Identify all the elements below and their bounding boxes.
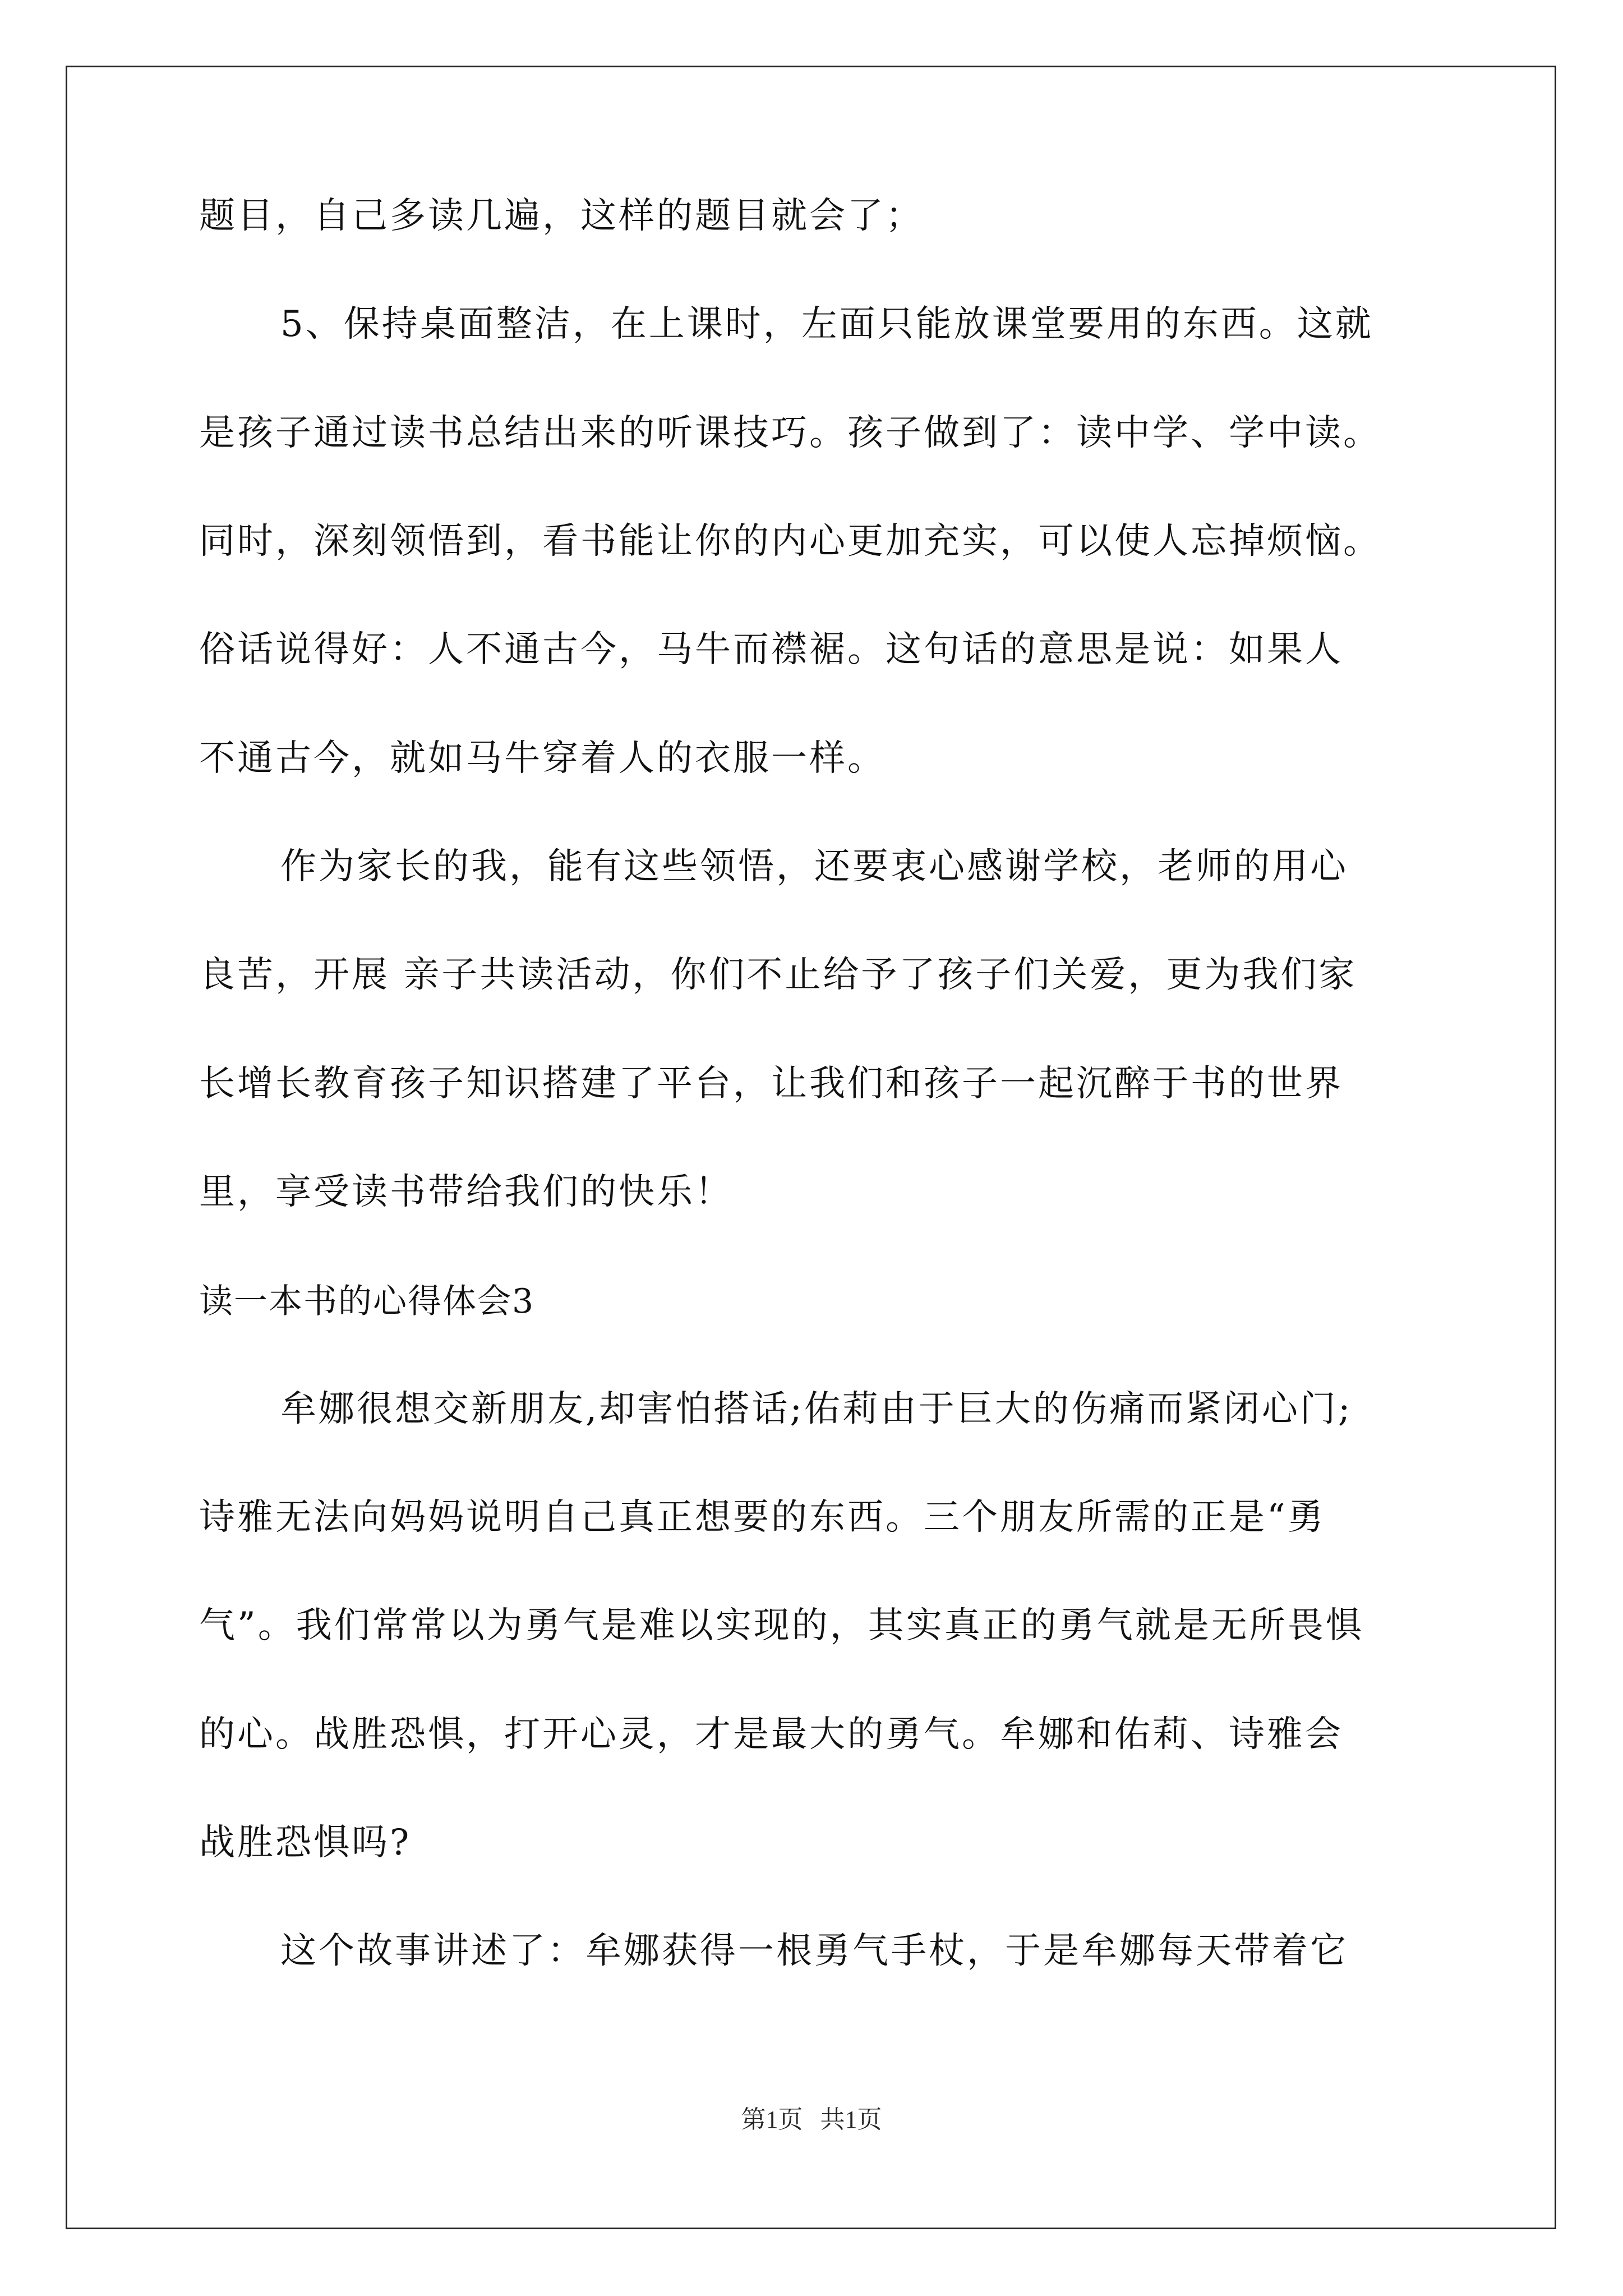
paragraph-line: 的心。战胜恐惧，打开心灵，才是最大的勇气。牟娜和佑莉、诗雅会 [199,1714,1343,1755]
section-heading: 读一本书的心得体会3 [199,1282,535,1321]
page-border [66,66,1556,2229]
paragraph-line: 题目，自己多读几遍，这样的题目就会了； [199,195,924,237]
paragraph-line: 里，享受读书带给我们的快乐！ [199,1171,733,1213]
page-number: 第1页 [741,2106,803,2133]
page-footer [0,2105,1623,2135]
paragraph-line: 5、保持桌面整洁，在上课时，左面只能放课堂要用的东西。这就 [280,303,1373,345]
paragraph-line: 长增长教育孩子知识搭建了平台，让我们和孩子一起沉醉于书的世界 [199,1063,1343,1105]
page-count: 共1页 [820,2106,882,2133]
paragraph-line: 牟娜很想交新朋友,却害怕搭话;佑莉由于巨大的伤痛而紧闭心门; [280,1388,1353,1430]
paragraph-line: 良苦，开展 亲子共读活动，你们不止给予了孩子们关爱，更为我们家 [199,954,1357,996]
paragraph-line: 同时，深刻领悟到，看书能让你的内心更加充实，可以使人忘掉烦恼。 [199,521,1381,562]
paragraph-line: 气”。我们常常以为勇气是难以实现的，其实真正的勇气就是无所畏惧 [199,1605,1364,1646]
paragraph-line: 不通古今，就如马牛穿着人的衣服一样。 [199,738,886,779]
paragraph-line: 作为家长的我，能有这些领悟，还要衷心感谢学校，老师的用心 [280,846,1348,887]
paragraph-line: 是孩子通过读书总结出来的听课技巧。孩子做到了：读中学、学中读。 [199,412,1381,454]
paragraph-line: 这个故事讲述了：牟娜获得一根勇气手杖，于是牟娜每天带着它 [280,1930,1348,1972]
paragraph-line: 诗雅无法向妈妈说明自己真正想要的东西。三个朋友所需的正是“勇 [199,1497,1326,1538]
paragraph-line: 俗话说得好：人不通古今，马牛而襟裾。这句话的意思是说：如果人 [199,629,1343,670]
paragraph-line: 战胜恐惧吗? [199,1822,412,1864]
